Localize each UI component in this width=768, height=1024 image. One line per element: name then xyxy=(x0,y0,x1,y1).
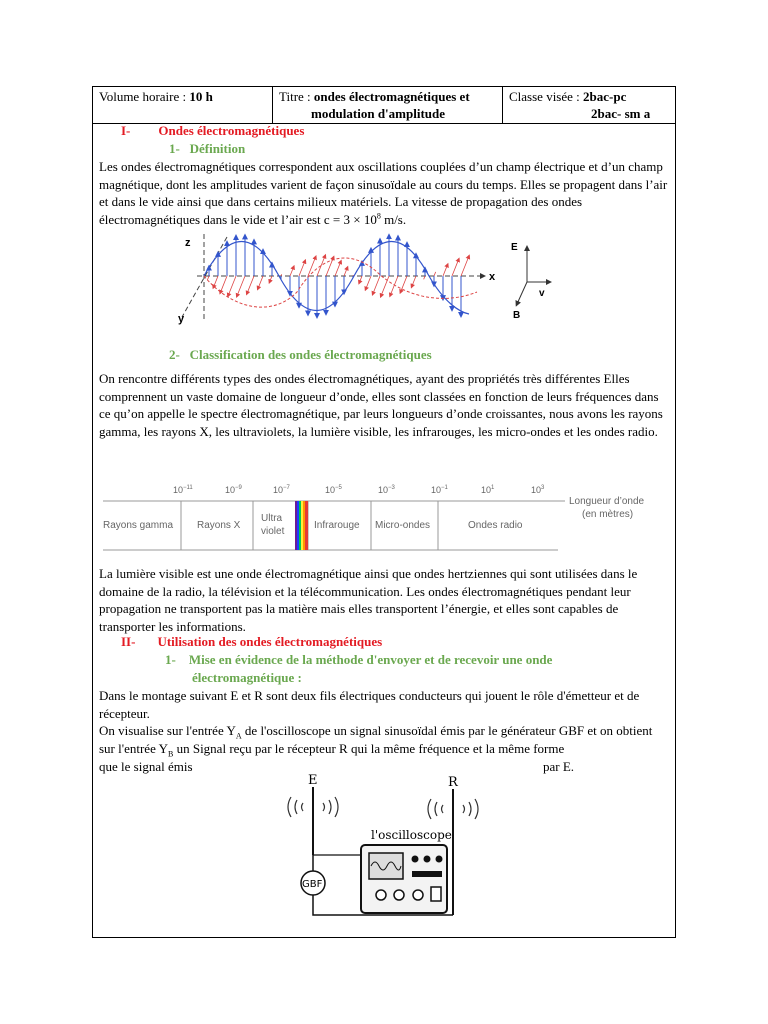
em-spectrum-figure xyxy=(103,482,663,554)
section2-sub1-heading-2: électromagnétique : xyxy=(192,670,302,685)
circuit-figure xyxy=(273,767,513,937)
header-titre xyxy=(273,87,503,123)
oscilloscope-paragraph: On visualise sur l'entrée $Y_A$ de l'oscilloscope un signal sinusoïdal émis par le générateur GBF et on obtient sur l'entrée $Y_B$ un Signal reçu par le récepteur R qui la même fréquence et la même forme xyxy=(99,723,653,759)
section1-sub1-heading: 1- Définition xyxy=(169,141,246,156)
circuit-label-gbf: GBF xyxy=(302,879,323,890)
wave-label-B: B xyxy=(513,310,521,321)
circuit-label-R: R xyxy=(448,775,458,790)
classification-paragraph: On rencontre différents types des ondes électromagnétiques, ayant des propriétés très différentes Elles comprennent un vaste domaine de longueur d’onde, elles sont classées en fonction de leurs fréquences dans ce qu’on appelle le spectre électromagnétique, par leurs longueurs d’onde croissantes, nous avons les rayons gamma, les rayons X, les ultraviolets, la lumière visible, les infrarouges, les micro-ondes et les ondes radio. xyxy=(99,371,663,439)
header-classe xyxy=(503,87,675,123)
spectrum-tick-1: $10^{-9}$ xyxy=(225,485,242,495)
wave-label-z: z xyxy=(185,237,191,249)
wave-label-x: x xyxy=(489,271,496,283)
section2-sub1-heading: 1- Mise en évidence de la méthode d'envoyer et de recevoir une onde xyxy=(165,652,553,667)
band-radio: Ondes radio xyxy=(468,520,523,531)
band-gamma: Rayons gamma xyxy=(103,520,174,531)
circuit-label-E: E xyxy=(308,773,318,788)
band-violet: violet xyxy=(261,526,285,537)
section1-sub2-heading: 2- Classification des ondes électromagnétiques xyxy=(169,347,432,362)
header-table xyxy=(93,87,675,124)
band-ultra: Ultra xyxy=(261,513,283,524)
wave-label-E: E xyxy=(511,242,518,253)
wave-label-v: v xyxy=(539,288,545,299)
spectrum-tick-5: $10^{-1}$ xyxy=(431,485,448,495)
spectrum-axis-label-2: (en mètres) xyxy=(582,509,634,520)
spectrum-tick-2: $10^{-7}$ xyxy=(273,485,290,495)
oscilloscope-paragraph-end-1: que le signal émis xyxy=(99,759,193,774)
classe-label: Classe visée : xyxy=(509,89,584,104)
wave-label-y: y xyxy=(178,313,185,325)
spectrum-tick-7: $10^3$ xyxy=(531,485,545,495)
header-volume xyxy=(93,87,273,123)
spectrum-tick-6: $10^1$ xyxy=(481,485,495,495)
spectrum-tick-0: $10^{-11}$ xyxy=(173,485,193,495)
volume-label: Volume horaire : xyxy=(99,89,190,104)
section1-heading: I- Ondes électromagnétiques xyxy=(121,123,305,138)
classe-value-2: 2bac- sm a xyxy=(591,106,651,121)
visible-light-paragraph: La lumière visible est une onde électromagnétique ainsi que ondes hertziennes qui sont utilisées dans le domaine de la radio, la télévision et la télécommunication. Les ondes électromagnétiques pendant leur propagation ne transportent pas la matière mais elles transportent l’énergie, et elles sont capables de transporter les informations. xyxy=(99,566,638,634)
band-x: Rayons X xyxy=(197,520,241,531)
oscilloscope-paragraph-end-2: par E. xyxy=(543,759,575,774)
volume-value: 10 h xyxy=(189,89,213,104)
classe-value-1: 2bac-pc xyxy=(583,89,627,104)
em-wave-figure xyxy=(177,232,557,327)
spectrum-tick-3: $10^{-5}$ xyxy=(325,485,342,495)
titre-value-2: modulation d'amplitude xyxy=(311,106,446,121)
band-infrarouge: Infrarouge xyxy=(314,520,360,531)
section2-heading: II- Utilisation des ondes électromagnétiques xyxy=(121,634,383,649)
document-frame xyxy=(92,86,676,938)
montage-paragraph: Dans le montage suivant E et R sont deux fils électriques conducteurs qui jouent le rôle d'émetteur et de récepteur. xyxy=(99,688,640,721)
spectrum-tick-4: $10^{-3}$ xyxy=(378,485,395,495)
spectrum-axis-label-1: Longueur d’onde xyxy=(569,496,645,507)
band-micro-ondes: Micro-ondes xyxy=(375,520,431,531)
titre-value-1: ondes électromagnétiques et xyxy=(313,89,470,104)
circuit-label-oscilloscope: l'oscilloscope xyxy=(371,828,452,842)
titre-label: Titre : xyxy=(279,89,314,104)
definition-paragraph: Les ondes électromagnétiques correspondent aux oscillations couplées d’un champ électrique et d’un champ magnétique, dont les amplitudes varient de façon sinusoïdale au cours du temps. Elles se propagent dans l’air et dans le vide ainsi que dans certains milieux matériels. La vitesse de propagation des ondes électromagnétiques dans le vide et l’air est $c = 3 \times 10^8$ m/s. xyxy=(99,159,668,227)
